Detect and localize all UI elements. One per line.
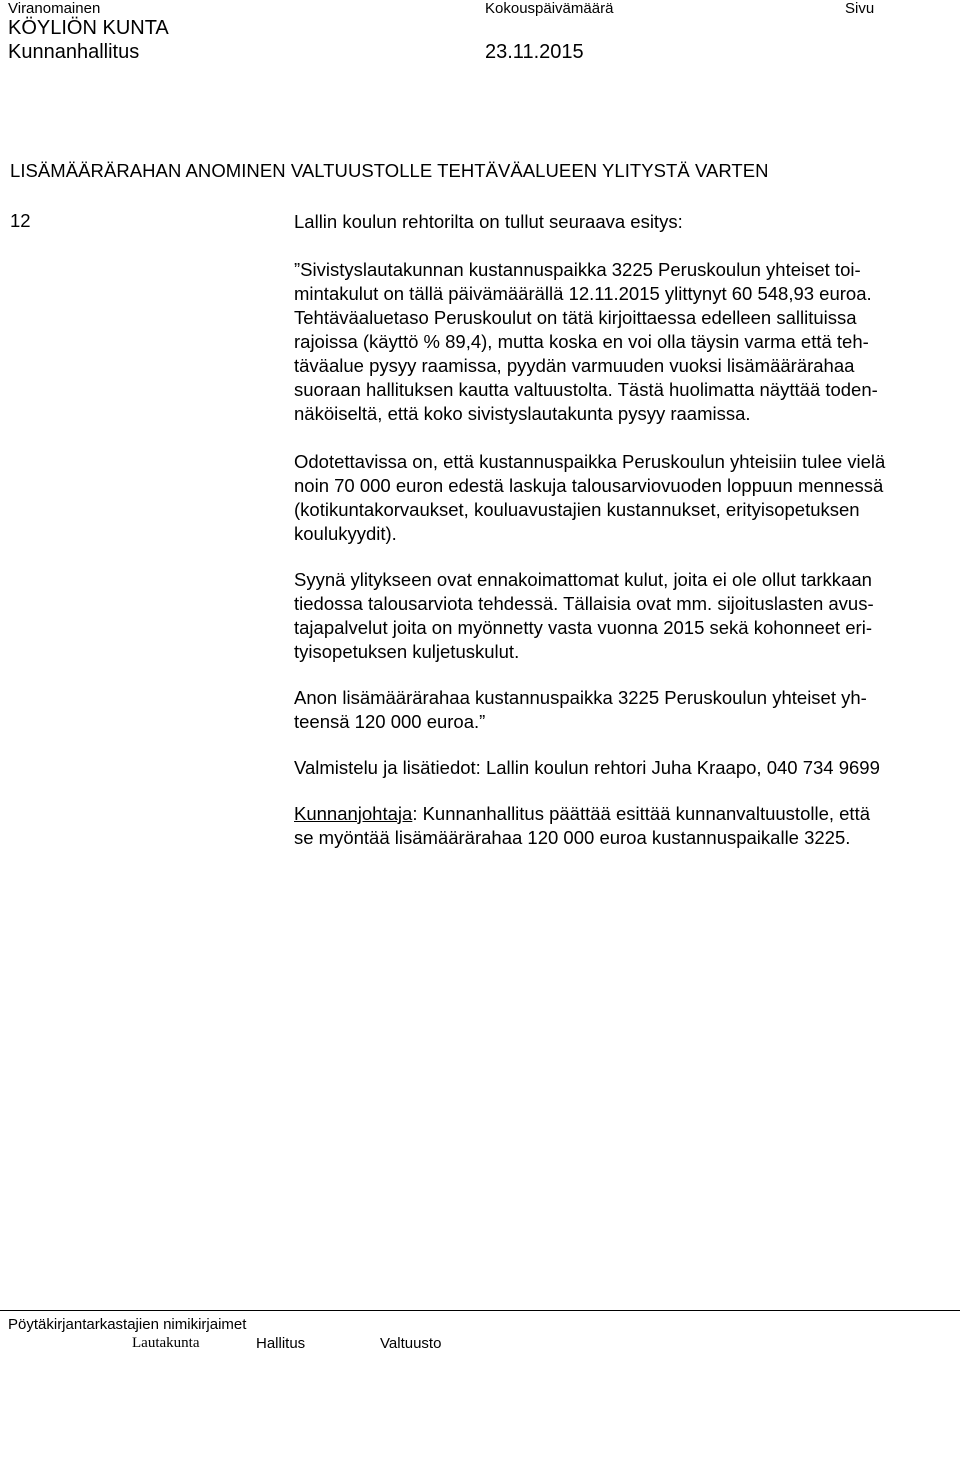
paragraph-line: (kotikuntakorvaukset, kouluavustajien kustannukset, erityisopetuksen xyxy=(294,499,860,520)
meeting-date-label: Kokouspäivämäärä xyxy=(485,0,614,17)
footer-label-government: Hallitus xyxy=(256,1335,306,1352)
paragraph-reasons xyxy=(294,568,959,664)
paragraph-request xyxy=(294,686,959,734)
paragraph-proposal xyxy=(294,802,959,850)
municipality-name: KÖYLIÖN KUNTA xyxy=(8,17,169,39)
paragraph-line: teensä 120 000 euroa.” xyxy=(294,711,486,732)
proposal-text: : Kunnanhallitus päättää esittää kunnanvaltuustolle, että xyxy=(412,803,870,824)
paragraph-line: Odotettavissa on, että kustannuspaikka Peruskoulun yhteisiin tulee vielä xyxy=(294,451,886,472)
quote-line: rajoissa (käyttö % 89,4), mutta koska en voi olla täysin varma että teh- xyxy=(294,331,869,352)
quote-line: suoraan hallituksen kautta valtuustolta. Tästä huolimatta näyttää toden- xyxy=(294,379,878,400)
paragraph-line: noin 70 000 euron edestä laskuja talousarviovuoden loppuun mennessä xyxy=(294,475,884,496)
paragraph-preparation xyxy=(294,756,959,780)
paragraph-line: tiedossa talousarviota tehdessä. Tällaisia ovat mm. sijoituslasten avus- xyxy=(294,593,874,614)
paragraph-line: tyisopetuksen kuljetuskulut. xyxy=(294,641,520,662)
quote-line: näköiseltä, että koko sivistyslautakunta pysyy raamissa. xyxy=(294,403,751,424)
authority-label: Viranomainen xyxy=(8,0,101,17)
proposal-line xyxy=(294,802,959,826)
section-intro: Lallin koulun rehtorilta on tullut seuraava esitys: xyxy=(294,211,683,232)
footer-divider xyxy=(0,1310,960,1311)
paragraph-line: tajapalvelut joita on myönnetty vasta vuonna 2015 sekä kohonneet eri- xyxy=(294,617,872,638)
governing-body: Kunnanhallitus xyxy=(8,41,140,63)
quote-line: mintakulut on tällä päivämäärällä 12.11.2015 ylittynyt 60 548,93 euroa. xyxy=(294,283,872,304)
proposal-label: Kunnanjohtaja xyxy=(294,803,413,824)
paragraph-line: Syynä ylitykseen ovat ennakoimattomat kulut, joita ei ole ollut tarkkaan xyxy=(294,569,872,590)
footer-label-council: Valtuusto xyxy=(380,1335,442,1352)
meeting-date: 23.11.2015 xyxy=(485,41,584,63)
paragraph-line: koulukyydit). xyxy=(294,523,397,544)
section-number: 12 xyxy=(10,210,31,231)
paragraph-expected-costs xyxy=(294,450,959,546)
quote-line: Tehtäväaluetaso Peruskoulut on tätä kirjoittaessa edelleen sallituissa xyxy=(294,307,857,328)
page-label: Sivu xyxy=(845,0,875,17)
footer-title: Pöytäkirjantarkastajien nimikirjaimet xyxy=(8,1316,247,1333)
quoted-request xyxy=(294,258,959,426)
footer-label-board: Lautakunta xyxy=(132,1335,200,1351)
quote-line: täväalue pysyy raamissa, pyydän varmuuden vuoksi lisämäärärahaa xyxy=(294,355,855,376)
section-title: LISÄMÄÄRÄRAHAN ANOMINEN VALTUUSTOLLE TEHTÄVÄALUEEN YLITYSTÄ VARTEN xyxy=(10,160,769,181)
proposal-line: se myöntää lisämäärärahaa 120 000 euroa kustannuspaikalle 3225. xyxy=(294,827,851,848)
main-text xyxy=(294,450,959,850)
paragraph-line: Anon lisämäärärahaa kustannuspaikka 3225 Peruskoulun yhteiset yh- xyxy=(294,687,867,708)
paragraph-line: Valmistelu ja lisätiedot: Lallin koulun rehtori Juha Kraapo, 040 734 9699 xyxy=(294,757,880,778)
quote-line: ”Sivistyslautakunnan kustannuspaikka 3225 Peruskoulun yhteiset toi- xyxy=(294,259,861,280)
